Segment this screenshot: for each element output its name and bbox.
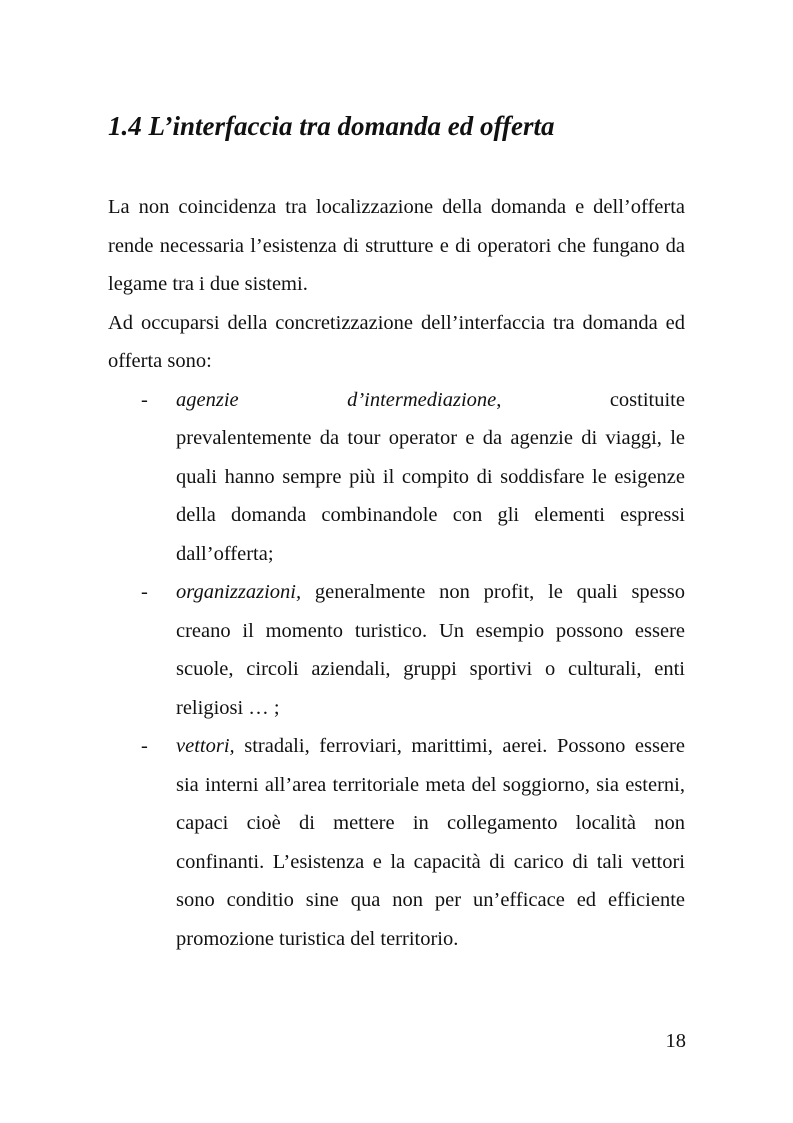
paragraph: Ad occuparsi della concretizzazione dell’interfaccia tra domanda ed offerta sono:: [108, 311, 685, 372]
list-item-text: generalmente non profit, le quali spesso creano il momento turistico. Un esempio possono essere scuole, circoli aziendali, gruppi sportivi o culturali, enti religiosi … ;: [176, 581, 685, 719]
list-dash: -: [141, 388, 148, 411]
list-item: [108, 727, 685, 958]
list-item-term-wrap: [347, 381, 501, 420]
list-item: [108, 381, 685, 574]
list-item-term: d’intermediazione: [347, 388, 497, 411]
list-item-comma: ,: [496, 388, 502, 411]
list-dash: -: [141, 735, 148, 757]
list-item-term: vettori,: [176, 735, 235, 757]
list-item-term: agenzie: [176, 388, 239, 411]
list-item-text: stradali, ferroviari, marittimi, aerei. Possono essere sia interni all’area territoriale meta del soggiorno, sia esterni, capaci cioè di mettere in collegamento località non confinanti. L’esistenza e la capacità di carico di tali vettori sono conditio sine qua non per un’efficace ed efficiente promozione turistica del territorio.: [176, 735, 685, 950]
list-item-first-word: costituite: [609, 388, 685, 411]
paragraph: La non coincidenza tra localizzazione della domanda e dell’offerta rende necessaria l’esistenza di strutture e di operatori che fungano da legame tra i due sistemi.: [108, 196, 685, 295]
bullet-list: [108, 381, 685, 959]
list-item-first-line: [176, 381, 685, 420]
list-item: [108, 573, 685, 727]
list-dash: -: [141, 581, 148, 603]
list-item-text: prevalentemente da tour operator e da agenzie di viaggi, le quali hanno sempre più il compito di soddisfare le esigenze della domanda combinandole con gli elementi espressi dall’offerta;: [176, 427, 685, 565]
section-heading: 1.4 L’interfaccia tra domanda ed offerta: [108, 111, 555, 141]
page-number: 18: [665, 1030, 686, 1052]
body-text: [108, 188, 685, 958]
list-item-term: organizzazioni,: [176, 581, 302, 603]
